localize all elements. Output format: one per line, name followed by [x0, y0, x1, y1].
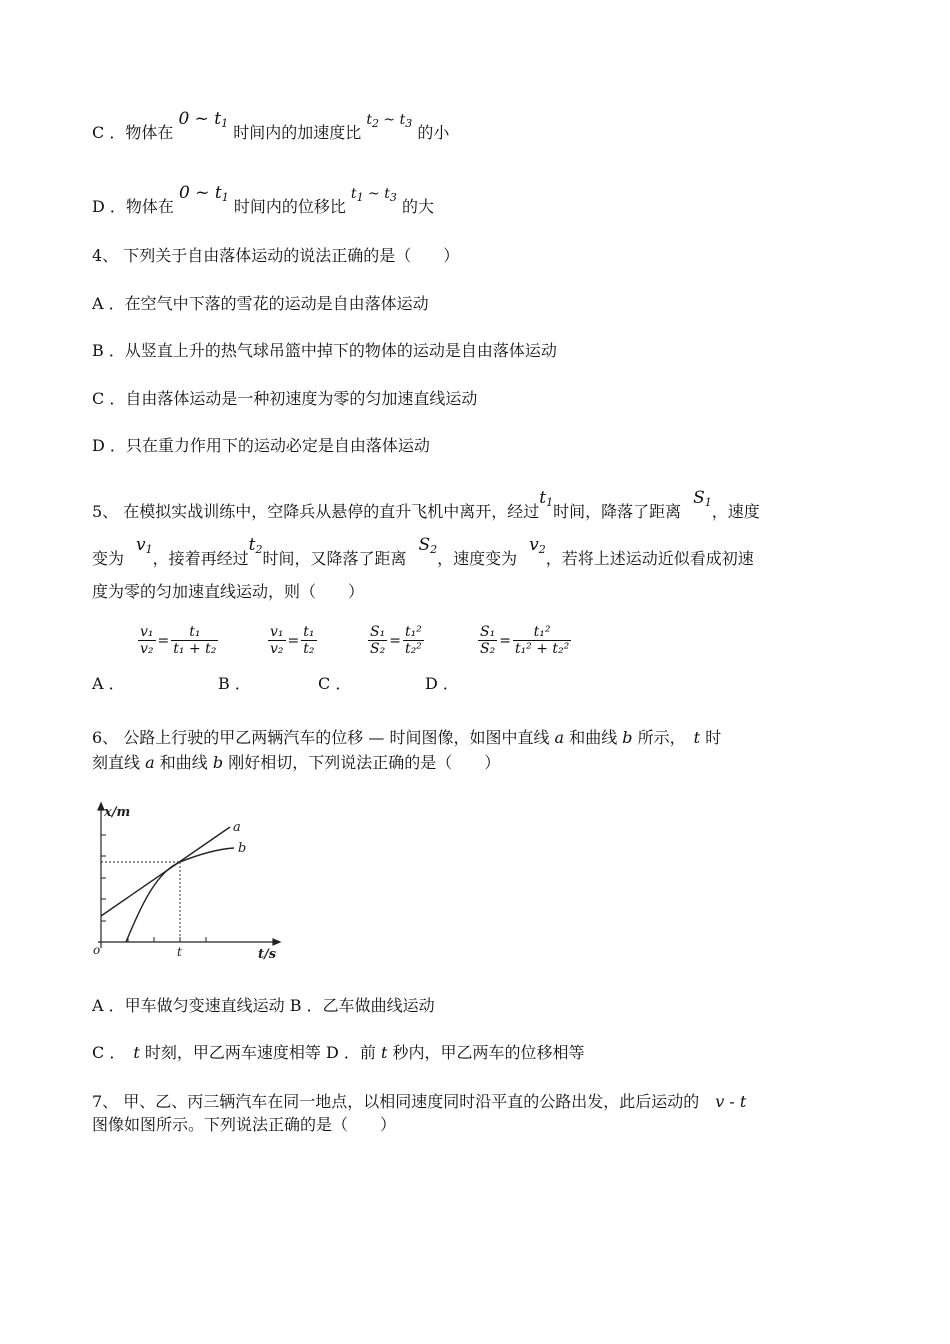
- q6-stem-line2: 刻直线 a 和曲线 b 刚好相切，下列说法正确的是（ ）: [92, 753, 501, 772]
- origin-label: o: [93, 943, 101, 957]
- q4-option-d: D ．只在重力作用下的运动必定是自由落体运动: [92, 436, 430, 455]
- q5-v2: $v_2$: [529, 535, 546, 556]
- q7-stem-line2: 图像如图所示。下列说法正确的是（ ）: [92, 1115, 397, 1134]
- q5-option-d-label: D ．: [425, 674, 459, 693]
- curve-b-label: b: [238, 841, 247, 856]
- q3-d-expr1: 0 ~ $t_1$: [179, 183, 229, 204]
- q3-c-expr2: $t_2$ ~ $t_3$: [366, 112, 413, 130]
- q4-option-b: B ．从竖直上升的热气球吊篮中掉下的物体的运动是自由落体运动: [92, 341, 557, 360]
- q5-option-b-label: B ．: [218, 674, 251, 693]
- q5-v1: $v_1$: [136, 535, 153, 556]
- q6-options-cd: C ． t 时刻，甲乙两车速度相等 D ．前 t 秒内，甲乙两车的位移相等: [92, 1043, 585, 1062]
- xt-graph: [88, 800, 288, 965]
- q3-c-expr1: 0 ~ $t_1$: [178, 109, 229, 130]
- q5-option-a-formula: $\frac{\text{v₁}}{\text{v₂}}$ = $\frac{\text{t₁}}{\text{t₁ + t₂}}$: [140, 624, 217, 657]
- q5-option-a-label: A ．: [92, 674, 125, 693]
- q3-d-expr2: $t_1$ ~ $t_3$: [350, 186, 397, 204]
- q5-t1: $t_1$: [539, 488, 554, 509]
- q5-option-d-formula: $\frac{\text{S₁}}{\text{S₂}}$ = $\frac{\text{t₁²}}{\text{t₁² + t₂²}}$: [480, 624, 570, 657]
- q5-option-c-formula: $\frac{\text{S₁}}{\text{S₂}}$ = $\frac{\text{t₁²}}{\text{t₂²}}$: [370, 624, 422, 657]
- x-ticks: [128, 937, 206, 942]
- q5-option-b-formula: $\frac{\text{v₁}}{\text{v₂}}$ = $\frac{\text{t₁}}{\text{t₂}}$: [270, 624, 315, 657]
- q5-stem-line3: 度为零的匀加速直线运动，则（ ）: [92, 582, 365, 601]
- q7-stem-line1: 7、 甲、乙、丙三辆汽车在同一地点，以相同速度同时沿平直的公路出发，此后运动的 v - t: [92, 1092, 747, 1111]
- y-ticks: [101, 835, 106, 921]
- q4-stem: 4、 下列关于自由落体运动的说法正确的是（ ）: [92, 246, 460, 265]
- q4-option-a: A ．在空气中下落的雪花的运动是自由落体运动: [92, 294, 429, 313]
- q5-s1: $S_1$: [693, 488, 712, 509]
- q5-stem-line2: 变为$v_1$，接着再经过$t_2$时间，又降落了距离$S_2$，速度变为$v_2$，若将上述运动近似看成初速: [92, 535, 754, 568]
- x-axis-arrow: [273, 939, 280, 945]
- q5-stem-line1: 5、 在模拟实战训练中，空降兵从悬停的直升飞机中离开，经过$t_1$时间，降落了距离$S_1$，速度: [92, 488, 760, 521]
- x-axis-label: t/s: [258, 947, 277, 962]
- t-tick-label: t: [177, 945, 182, 959]
- q6-stem-line1: 6、 公路上行驶的甲乙两辆汽车的位移 — 时间图像，如图中直线 a 和曲线 b 所示， t 时: [92, 728, 722, 747]
- y-axis-label: x/m: [104, 805, 131, 820]
- q3-option-c: C ．物体在 0 ~ $t_1$ 时间内的加速度比 $t_2$ ~ $t_3$ 的小: [92, 109, 450, 142]
- q3-option-d: D ．物体在 0 ~ $t_1$ 时间内的位移比 $t_1$ ~ $t_3$ 的大: [92, 183, 434, 216]
- q5-option-c-label: C ．: [318, 674, 352, 693]
- q4-option-c: C ．自由落体运动是一种初速度为零的匀加速直线运动: [92, 389, 478, 408]
- q5-s2: $S_2$: [418, 535, 438, 556]
- q5-t2: $t_2$: [248, 535, 263, 556]
- line-a-label: a: [233, 820, 241, 835]
- q6-options-ab: A ．甲车做匀变速直线运动 B ．乙车做曲线运动: [92, 996, 435, 1015]
